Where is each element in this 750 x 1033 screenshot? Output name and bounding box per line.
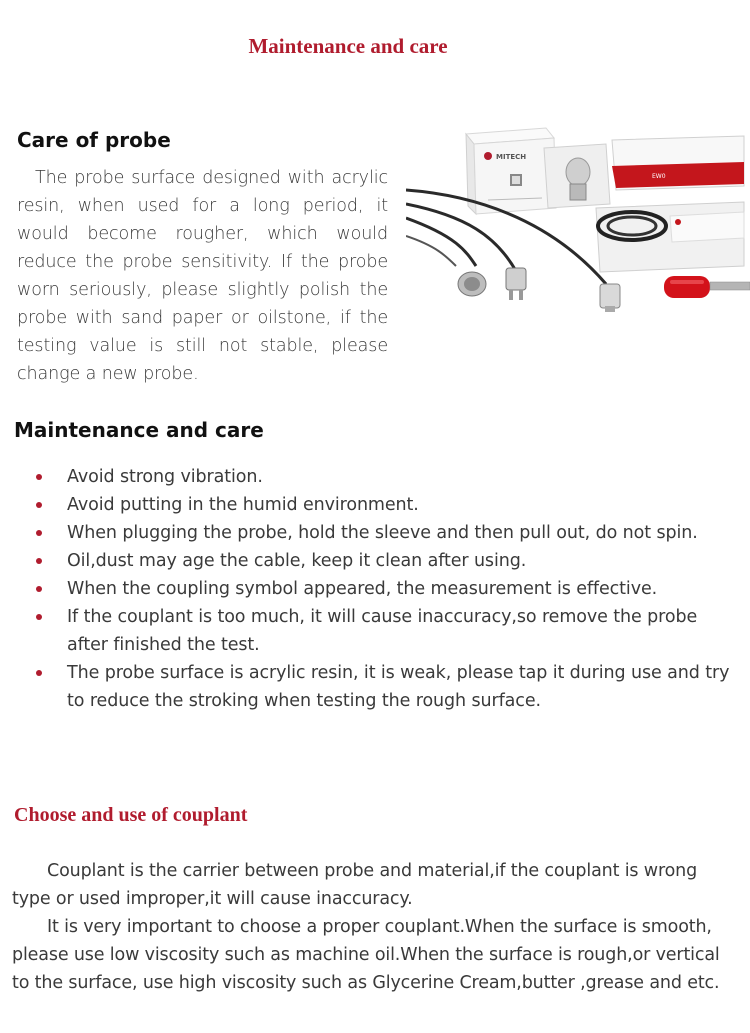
- list-item: When plugging the probe, hold the sleeve and then pull out, do not spin.: [36, 519, 736, 547]
- probe-connector-round: [458, 272, 486, 296]
- lemo-connector: [506, 268, 526, 300]
- bullet-dot-icon: [36, 502, 42, 508]
- couplant-heading: Choose and use of couplant: [14, 804, 248, 826]
- list-item: The probe surface is acrylic resin, it is weak, please tap it during use and try to reduce the stroking when testing the rough surface.: [36, 659, 736, 715]
- svg-text:EW0: EW0: [652, 173, 666, 180]
- product-box-right: [612, 136, 744, 190]
- probe-head: [600, 284, 620, 312]
- care-of-probe-heading: Care of probe: [17, 128, 171, 152]
- list-item: If the couplant is too much, it will cause inaccuracy,so remove the probe after finished the test.: [36, 603, 736, 659]
- list-item: Avoid putting in the humid environment.: [36, 491, 736, 519]
- bullet-dot-icon: [36, 474, 42, 480]
- couplant-paragraph: Couplant is the carrier between probe and material,if the couplant is wrong type or used improper,it will cause inaccuracy.: [12, 861, 698, 909]
- care-of-probe-text: The probe surface designed with acrylic resin, when used for a long period, it would become rougher, which would reduce the probe sensitivity. If the probe worn seriously, please slightly polish the probe with sand paper or oilstone, if the testing value is still not stable, please change a new probe.: [17, 168, 388, 384]
- screwdriver: [664, 276, 750, 298]
- list-item: When the coupling symbol appeared, the measurement is effective.: [36, 575, 736, 603]
- cable-box: [596, 202, 744, 272]
- bullet-dot-icon: [36, 530, 42, 536]
- box-brand-text: MITECH: [496, 153, 527, 161]
- maintenance-heading: Maintenance and care: [14, 418, 264, 442]
- bullet-dot-icon: [36, 558, 42, 564]
- maintenance-list: [36, 463, 736, 715]
- product-box-middle: [544, 144, 610, 208]
- list-item: Oil,dust may age the cable, keep it clean after using.: [36, 547, 736, 575]
- list-item: Avoid strong vibration.: [36, 463, 736, 491]
- page-title: Maintenance and care: [248, 34, 448, 58]
- bullet-dot-icon: [36, 586, 42, 592]
- bullet-dot-icon: [36, 614, 42, 620]
- bullet-dot-icon: [36, 670, 42, 676]
- product-box-left: [466, 128, 556, 214]
- couplant-paragraph: It is very important to choose a proper couplant.When the surface is smooth, please use low viscosity such as machine oil.When the surface is rough,or vertical to the surface, use high viscosity such as Glycerine Cream,butter ,grease and etc.: [12, 917, 720, 993]
- probe-product-photo: [406, 126, 750, 326]
